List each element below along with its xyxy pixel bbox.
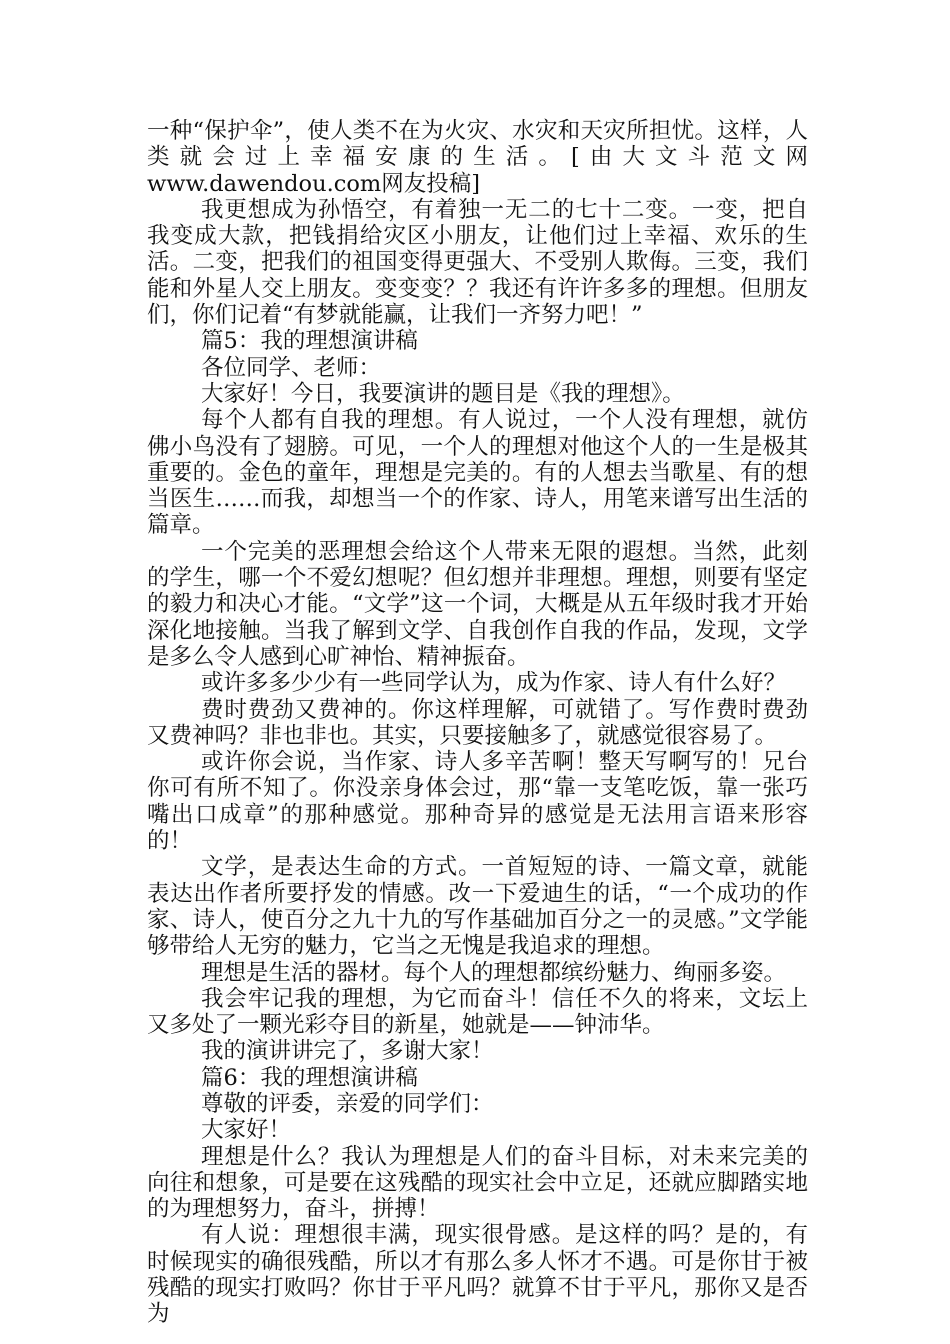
paragraph-remember-ideal: 我会牢记我的理想，为它而奋斗！信任不久的将来，文坛上又多处了一颗光彩夺目的新星，她就是——钟沛华。 <box>147 985 808 1039</box>
paragraph-reality: 有人说：理想很丰满，现实很骨感。是这样的吗？是的，有时候现实的确很残酷，所以才有那么多人怀才不遇。可是你甘于被残酷的现实打败吗？你甘于平凡吗？就算不甘于平凡，那你又是否为 <box>147 1222 808 1328</box>
paragraph-thanks: 我的演讲讲完了，多谢大家！ <box>201 1038 494 1065</box>
salutation: 各位同学、老师： <box>201 354 382 381</box>
paragraph-perfect-ideal: 一个完美的恶理想会给这个人带来无限的遐想。当然，此刻的学生，哪一个不爱幻想呢？但幻想并非理想。理想，则要有坚定的毅力和决心才能。“文学”这一个词，大概是从五年级时我才开始深化地接触。当我了解到文学、自我创作自我的作品，发现，文学是多么令人感到心旷神怡、精神振奋。 <box>147 538 808 670</box>
paragraph-what-is-ideal: 理想是什么？我认为理想是人们的奋斗目标，对未来完美的向往和想象，可是要在这残酷的现实社会中立足，还就应脚踏实地的为理想努力，奋斗，拼搏！ <box>147 1143 808 1223</box>
paragraph-literature: 文学，是表达生命的方式。一首短短的诗、一篇文章，就能表达出作者所要抒发的情感。改一下爱迪生的话，“一个成功的作家、诗人，使百分之九十九的写作基础加百分之一的灵感。”文学能够带给人无穷的魅力，它当之无愧是我追求的理想。 <box>147 854 808 960</box>
paragraph-intro-continuation: 一种“保护伞”，使人类不在为火灾、水灾和天灾所担忧。这样，人类就会过上幸福安康的生活。[由大文斗范文网www.dawendou.com网友投稿] <box>147 118 808 197</box>
paragraph-sun-wukong: 我更想成为孙悟空，有着独一无二的七十二变。一变，把自我变成大款，把钱捐给灾区小朋友，让他们过上幸福、欢乐的生活。二变，把我们的祖国变得更强大、不受别人欺侮。三变，我们能和外星人交上朋友。变变变？？我还有许许多多的理想。但朋友们，你们记着“有梦就能赢，让我们一齐努力吧！” <box>147 196 808 329</box>
section-heading-6: 篇6：我的理想演讲稿 <box>201 1064 418 1091</box>
paragraph-time-consuming: 费时费劲又费神的。你这样理解，可就错了。写作费时费劲又费神吗？非也非也。其实，只要接触多了，就感觉很容易了。 <box>147 696 808 749</box>
salutation-2: 尊敬的评委，亲爱的同学们： <box>201 1090 494 1117</box>
paragraph-everyone-has-ideal: 每个人都有自我的理想。有人说过，一个人没有理想，就仿佛小鸟没有了翅膀。可见，一个人的理想对他这个人的一生是极其重要的。金色的童年，理想是完美的。有的人想去当歌星、有的想当医生……而我，却想当一个的作家、诗人，用笔来谱写出生活的篇章。 <box>147 407 808 539</box>
section-heading-5: 篇5：我的理想演讲稿 <box>201 328 418 355</box>
document-page <box>147 118 808 1328</box>
greeting-2: 大家好！ <box>201 1117 292 1144</box>
greeting: 大家好！今日，我要演讲的题目是《我的理想》。 <box>201 380 685 407</box>
paragraph-ideal-material: 理想是生活的器材。每个人的理想都缤纷魅力、绚丽多姿。 <box>201 959 787 986</box>
paragraph-some-students: 或许多多少少有一些同学认为，成为作家、诗人有什么好？ <box>201 670 787 697</box>
paragraph-hard-work: 或许你会说，当作家、诗人多辛苦啊！整天写啊写的！兄台你可有所不知了。你没亲身体会过，那“靠一支笔吃饭，靠一张巧嘴出口成章”的那种感觉。那种奇异的感觉是无法用言语来形容的！ <box>147 749 808 855</box>
